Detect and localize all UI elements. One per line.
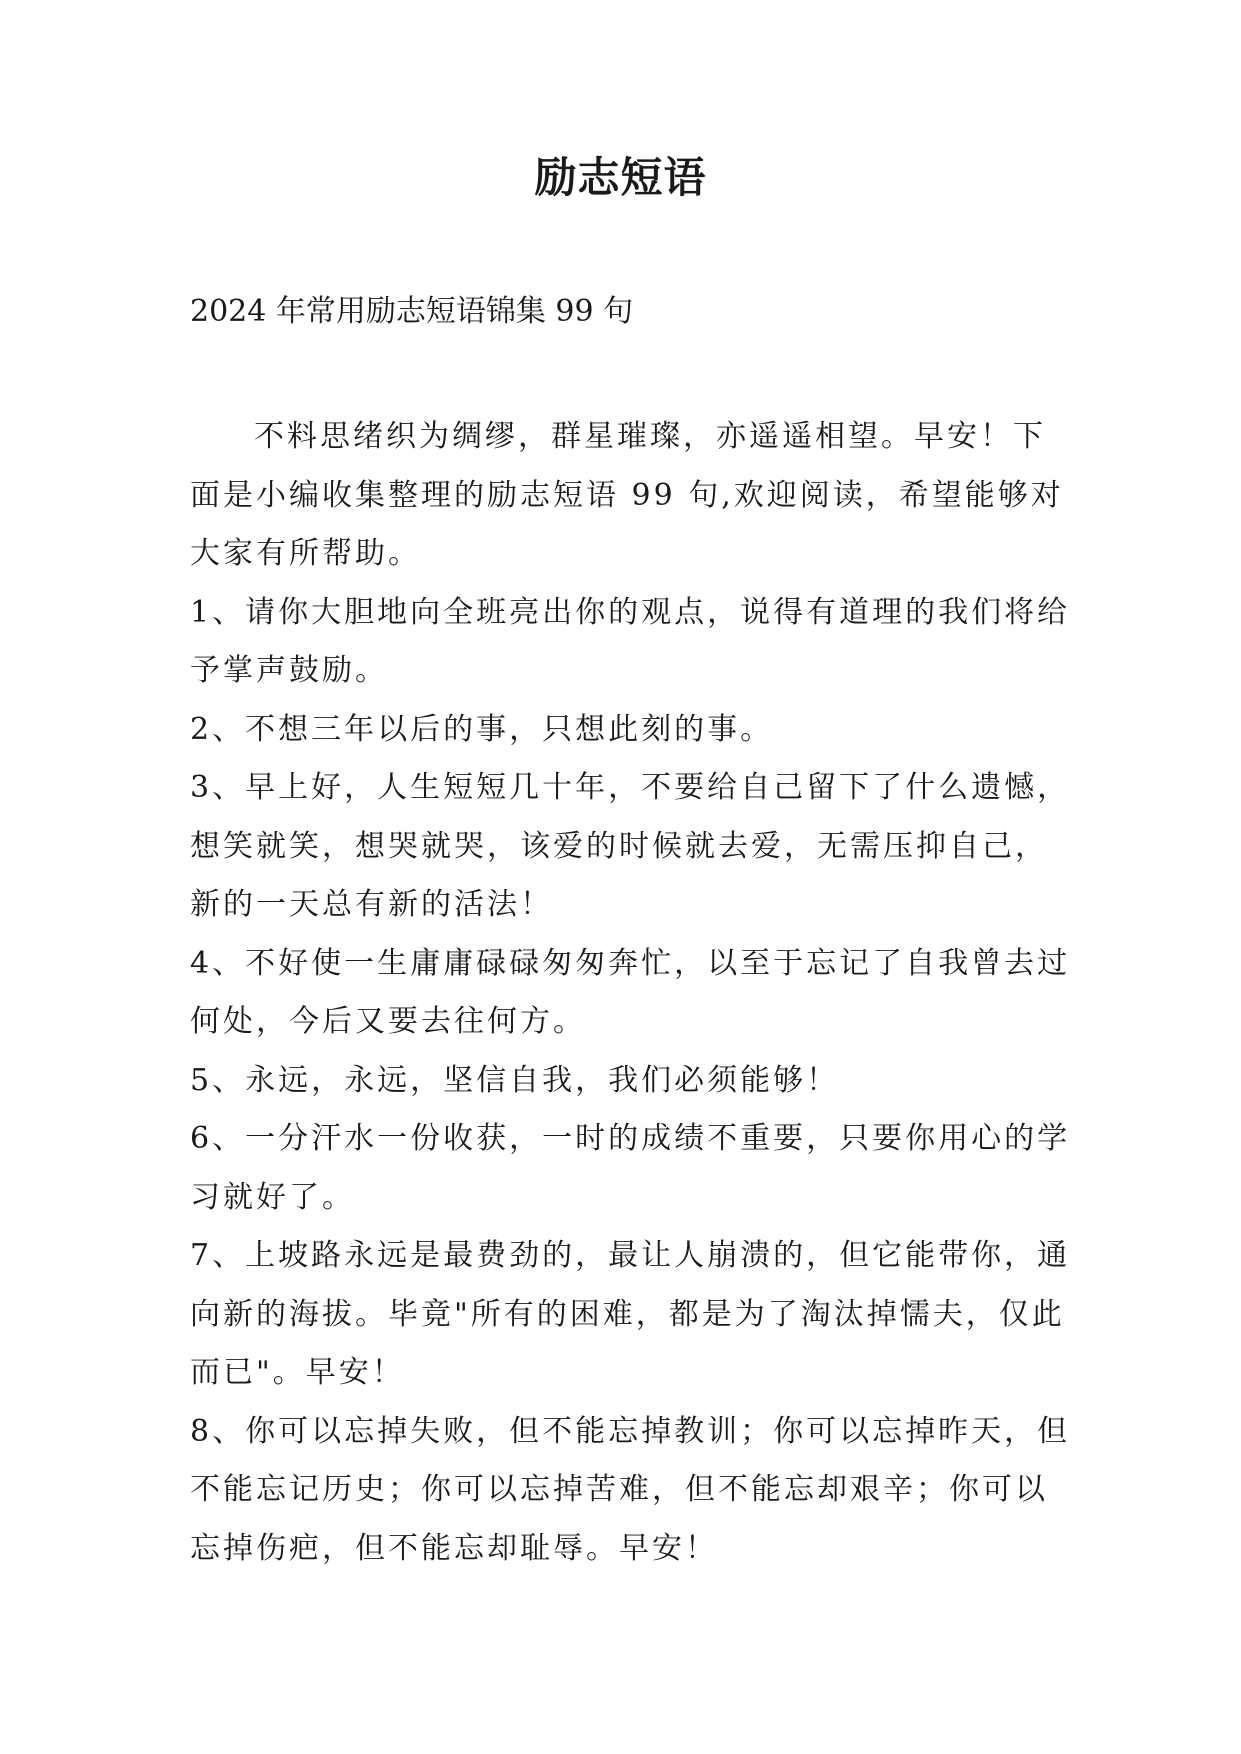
document-title: 励志短语 xyxy=(534,153,707,202)
list-item: 5、永远，永远，坚信自我，我们必须能够！ xyxy=(190,1062,840,1098)
list-item: 6、一分汗水一份收获，一时的成绩不重要，只要你用心的学习就好了。 xyxy=(190,1121,1071,1215)
list-item: 7、上坡路永远是最费劲的，最让人崩溃的，但它能带你，通向新的海拔。毕竟"所有的困难，都是为了淘汰掉懦夫，仅此而已"。早安！ xyxy=(190,1238,1071,1390)
document-body xyxy=(190,408,1075,1578)
list-item: 1、请你大胆地向全班亮出你的观点，说得有道理的我们将给予掌声鼓励。 xyxy=(190,594,1071,688)
intro-paragraph: 不料思绪织为绸缪，群星璀璨，亦遥遥相望。早安！下面是小编收集整理的励志短语 99 句,欢迎阅读，希望能够对大家有所帮助。 xyxy=(190,419,1064,571)
document-subtitle: 2024 年常用励志短语锦集 99 句 xyxy=(190,294,634,329)
list-item: 4、不好使一生庸庸碌碌匆匆奔忙，以至于忘记了自我曾去过何处，今后又要去往何方。 xyxy=(190,945,1071,1039)
list-item: 8、你可以忘掉失败，但不能忘掉教训；你可以忘掉昨天，但不能忘记历史；你可以忘掉苦难，但不能忘却艰辛；你可以忘掉伤疤，但不能忘却耻辱。早安！ xyxy=(190,1413,1071,1566)
list-item: 3、早上好，人生短短几十年，不要给自己留下了什么遗憾，想笑就笑，想哭就哭，该爱的时候就去爱，无需压抑自己，新的一天总有新的活法！ xyxy=(190,770,1071,922)
list-item: 2、不想三年以后的事，只想此刻的事。 xyxy=(190,711,774,747)
